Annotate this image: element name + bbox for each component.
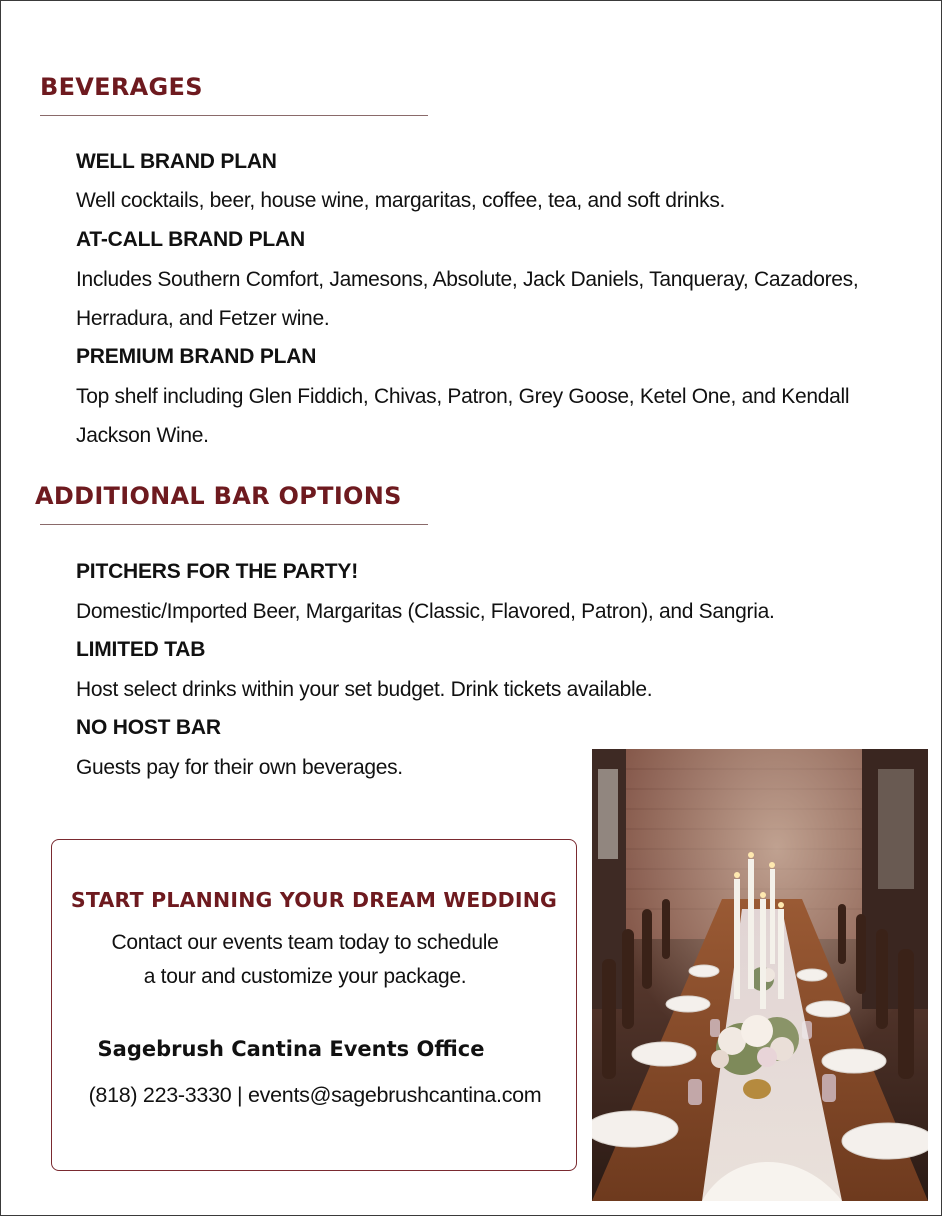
plan-desc-premium: Top shelf including Glen Fiddich, Chivas, Patron, Grey Goose, Ketel One, and Kendall Jackson Wine. [76,385,850,447]
beverages-divider [40,115,428,116]
cta-text-line-2: a tour and customize your package. [143,965,467,988]
plan-desc-at-call: Includes Southern Comfort, Jamesons, Absolute, Jack Daniels, Tanqueray, Cazadores, Herradura, and Fetzer wine. [76,268,859,330]
plan-desc-well: Well cocktails, beer, house wine, margaritas, coffee, tea, and soft drinks. [76,189,726,212]
plan-title-at-call: AT-CALL BRAND PLAN [76,228,305,251]
cta-heading: START PLANNING YOUR DREAM WEDDING [70,888,558,912]
contact-info[interactable]: (818) 223-3330 | events@sagebrushcantina.com [88,1083,542,1107]
additional-divider [40,524,428,525]
wedding-table-photo [592,749,928,1201]
option-desc-pitchers: Domestic/Imported Beer, Margaritas (Classic, Flavored, Patron), and Sangria. [76,600,775,623]
option-title-pitchers: PITCHERS FOR THE PARTY! [76,560,359,583]
beverages-heading: BEVERAGES [40,73,203,101]
contact-callout-box [51,839,577,1171]
events-office-name: Sagebrush Cantina Events Office [97,1037,485,1061]
option-title-limited-tab: LIMITED TAB [76,638,206,661]
cta-text-line-1: Contact our events team today to schedule [111,931,499,954]
option-title-no-host: NO HOST BAR [76,716,221,739]
plan-title-well: WELL BRAND PLAN [76,150,277,173]
additional-heading: ADDITIONAL BAR OPTIONS [35,482,402,510]
option-desc-no-host: Guests pay for their own beverages. [76,756,403,779]
option-desc-limited-tab: Host select drinks within your set budget. Drink tickets available. [76,678,653,701]
plan-title-premium: PREMIUM BRAND PLAN [76,345,317,368]
